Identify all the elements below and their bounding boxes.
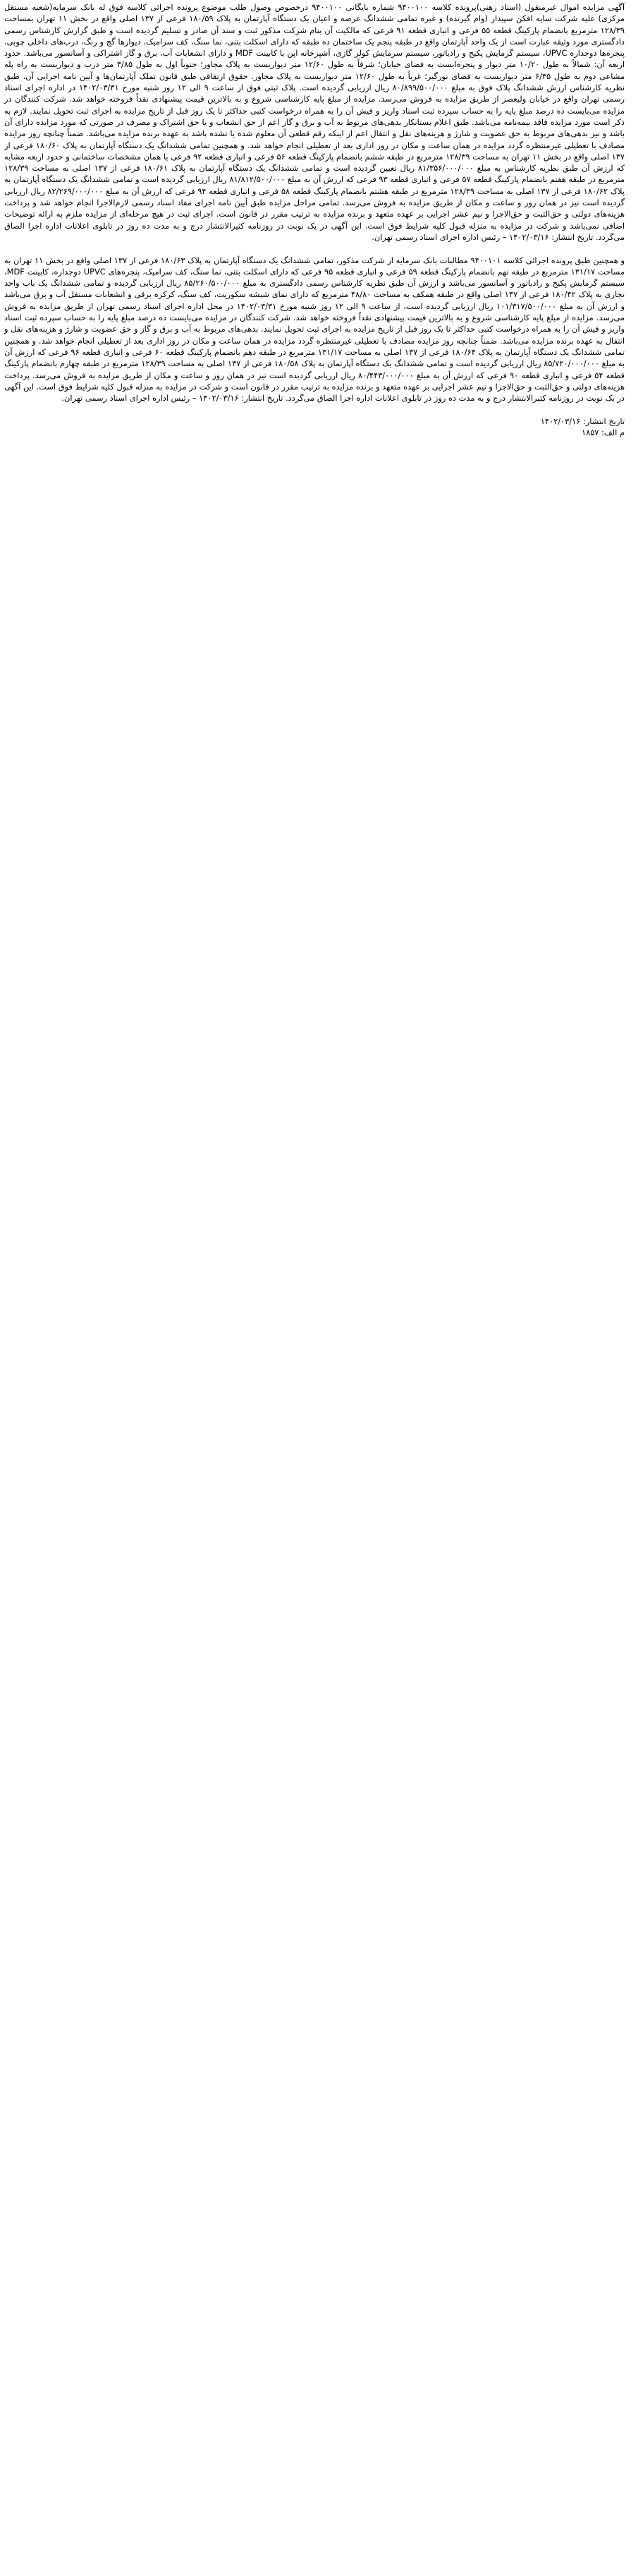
auction-notice-text: آگهی مزایده اموال غیرمنقول (اسناد رهنی)پرونده کلاسه ۹۴۰۰۱۰۰ شماره بایگانی ۹۴۰۰۱۰۰ درخصوص وصول طلب موضوع پرونده اجرائی کلاسه فوق له بانک سرمایه(شعبه مستقل مرکزی) علیه شرکت سایه افکن سپیدار (وام گیرنده) و غیره تمامی ششدانگ عرصه و اعیان یک دستگاه آپارتمان به پلاک ۱۸۰/۵۹ فرعی از ۱۳۷ اصلی واقع در بخش ۱۱ تهران بمساحت ۱۲۸/۳۹ مترمربع بانضمام پارکینگ قطعه ۵۵ فرعی و انباری قطعه ۹۱ فرعی که مالکیت آن بنام شرکت مذکور ثبت و سند آن صادر و تسلیم گردیده است و طبق گزارش کارشناس رسمی دادگستری مورد وثیقه عبارت است از یک واحد آپارتمان واقع در طبقه پنجم یک ساختمان ده طبقه که دارای اسکلت بتنی، نما سنگ، کف سرامیک، دیوارها گچ و رنگ، درب‌های داخلی چوبی، پنجره‌ها دوجداره UPVC، سیستم گرمایش پکیج و رادیاتور، سیستم سرمایش کولر گازی، آشپزخانه اپن با کابینت MDF و دارای انشعابات آب، برق و گاز اشتراکی و آسانسور می‌باشد. حدود اربعه آن: شمالاً به طول ۱۰/۲۰ متر دیوار و پنجره‌ایست به فضای خیابان؛ شرقاً به طول ۱۲/۶۰ متر دیواریست به پلاک مجاور؛ جنوباً اول به طول ۳/۸۵ متر درب و دیواریست به راه پله مشاعی دوم به طول ۶/۳۵ متر دیواریست به فضای نورگیر؛ غرباً به طول ۱۲/۶۰ متر دیواریست به پلاک مجاور. حقوق ارتفاقی طبق قانون تملک آپارتمان‌ها و آیین نامه اجرایی آن. طبق نظریه کارشناس ارزش ششدانگ پلاک فوق به مبلغ ۸۰/۸۹۹/۵۰۰/۰۰۰ ریال ارزیابی گردیده است. پلاک ثبتی فوق از ساعت ۹ الی ۱۲ روز شنبه مورخ ۱۴۰۲/۰۳/۳۱ در اداره اجرای اسناد رسمی تهران واقع در خیابان ولیعصر از طریق مزایده به فروش می‌رسد. مزایده از مبلغ پایه کارشناسی شروع و به بالاترین قیمت پیشنهادی نقداً فروخته خواهد شد. شرکت کنندگان در مزایده می‌بایست ده درصد مبلغ پایه را به حساب سپرده ثبت اسناد واریز و فیش آن را به همراه درخواست کتبی حداکثر تا یک روز قبل از تاریخ مزایده به اجرای ثبت تحویل نمایند. لازم به ذکر است مورد مزایده فاقد بیمه‌نامه می‌باشد. طبق اعلام بستانکار بدهی‌های مربوط به آب و برق و گاز اعم از حق انشعاب و یا حق اشتراک و مصرف در صورتی که مورد مزایده دارای آن باشد و نیز بدهی‌های مربوط به حق عضویت و شارژ و هزینه‌های نقل و انتقال اعم از اینکه رقم قطعی آن معلوم شده یا نشده باشد به عهده برنده مزایده می‌باشد. ضمناً چنانچه روز مزایده مصادف با تعطیلی غیرمنتظره گردد مزایده در همان ساعت و مکان در روز اداری بعد از تعطیلی انجام خواهد شد. و همچنین تمامی ششدانگ یک دستگاه آپارتمان به پلاک ۱۸۰/۶۰ فرعی از ۱۳۷ اصلی واقع در بخش ۱۱ تهران به مساحت ۱۲۸/۳۹ مترمربع در طبقه ششم بانضمام پارکینگ قطعه ۵۶ فرعی و انباری قطعه ۹۲ فرعی با همان مشخصات ساختمانی و حدود اربعه مشابه که ارزش آن طبق نظریه کارشناس به مبلغ ۸۱/۳۵۶/۰۰۰/۰۰۰ ریال تعیین گردیده است و تمامی ششدانگ یک دستگاه آپارتمان به پلاک ۱۸۰/۶۱ فرعی از ۱۳۷ اصلی به مساحت ۱۲۸/۳۹ مترمربع در طبقه هفتم بانضمام پارکینگ قطعه ۵۷ فرعی و انباری قطعه ۹۳ فرعی که ارزش آن به مبلغ ۸۱/۸۱۲/۵۰۰/۰۰۰ ریال ارزیابی گردیده است و تمامی ششدانگ یک دستگاه آپارتمان به پلاک ۱۸۰/۶۲ فرعی از ۱۳۷ اصلی به مساحت ۱۲۸/۳۹ مترمربع در طبقه هشتم بانضمام پارکینگ قطعه ۵۸ فرعی و انباری قطعه ۹۴ فرعی که ارزش آن به مبلغ ۸۲/۲۶۹/۰۰۰/۰۰۰ ریال ارزیابی گردیده است نیز در همان روز و ساعت و مکان از طریق مزایده به فروش می‌رسد. تمامی مراحل مزایده طبق آیین نامه اجرای مفاد اسناد رسمی لازم‌الاجرا انجام خواهد شد و پرداخت هزینه‌های دولتی و حق‌الثبت و حق‌الاجرا و نیم عشر اجرایی بر عهده متعهد و برنده مزایده به ترتیب مقرر در قانون است. اجرای ثبت در هیچ مرحله‌ای از مزایده ملزم به ارائه توضیحات اضافی نمی‌باشد و شرکت در مزایده به منزله قبول کلیه شرایط فوق است. این آگهی در یک نوبت در روزنامه کثیرالانتشار درج و به مدت ده روز در تابلوی اعلانات اداره اجرا الصاق می‌گردد. تاریخ انتشار: ۱۴۰۲/۰۳/۱۶ – رئیس اداره اجرای اسناد رسمی تهران. و همچنین طبق پرونده اجرائی کلاسه ۹۴۰۰۱۰۱ مطالبات بانک سرمایه از شرکت مذکور، تمامی ششدانگ یک دستگاه آپارتمان به پلاک ۱۸۰/۶۳ فرعی از ۱۳۷ اصلی واقع در بخش ۱۱ تهران به مساحت ۱۳۱/۱۷ مترمربع در طبقه نهم بانضمام پارکینگ قطعه ۵۹ فرعی و انباری قطعه ۹۵ فرعی که دارای اسکلت بتنی، نما سنگ، کف سرامیک، پنجره‌های UPVC دوجداره، کابینت MDF، سیستم گرمایش پکیج و رادیاتور و آسانسور می‌باشد و ارزش آن طبق نظریه کارشناس رسمی دادگستری به مبلغ ۸۵/۲۶۰/۵۰۰/۰۰۰ ریال ارزیابی گردیده و تمامی ششدانگ یک باب واحد تجاری به پلاک ۱۸۰/۴۲ فرعی از ۱۳۷ اصلی واقع در طبقه همکف به مساحت ۴۸/۸۰ مترمربع که دارای نمای شیشه سکوریت، کف سنگ، کرکره برقی و انشعابات مستقل آب و برق می‌باشد و ارزش آن به مبلغ ۱۰۱/۳۱۷/۵۰۰/۰۰۰ ریال ارزیابی گردیده است، از ساعت ۹ الی ۱۲ روز شنبه مورخ ۱۴۰۲/۰۳/۳۱ در محل اداره اجرای اسناد رسمی تهران از طریق مزایده به فروش می‌رسد. مزایده از مبلغ پایه کارشناسی شروع و به بالاترین قیمت پیشنهادی نقداً فروخته خواهد شد. شرکت کنندگان در مزایده می‌بایست ده درصد مبلغ پایه را به حساب سپرده ثبت اسناد واریز و فیش آن را به همراه درخواست کتبی حداکثر تا یک روز قبل از تاریخ مزایده به اجرای ثبت تحویل نمایند. بدهی‌های مربوط به آب و برق و گاز و حق عضویت و شارژ و هزینه‌های نقل و انتقال به عهده برنده مزایده می‌باشد. ضمناً چنانچه روز مزایده مصادف با تعطیلی غیرمنتظره گردد مزایده در همان ساعت و مکان در روز اداری بعد از تعطیلی انجام خواهد شد. و همچنین تمامی ششدانگ یک دستگاه آپارتمان به پلاک ۱۸۰/۶۴ فرعی از ۱۳۷ اصلی به مساحت ۱۳۱/۱۷ مترمربع در طبقه دهم بانضمام پارکینگ قطعه ۶۰ فرعی و انباری قطعه ۹۶ فرعی که ارزش آن به مبلغ ۸۵/۷۲۰/۰۰۰/۰۰۰ ریال ارزیابی گردیده است و تمامی ششدانگ یک دستگاه آپارتمان به پلاک ۱۸۰/۵۸ فرعی از ۱۳۷ اصلی به مساحت ۱۲۸/۳۹ مترمربع در طبقه چهارم بانضمام پارکینگ قطعه ۵۴ فرعی و انباری قطعه ۹۰ فرعی که ارزش آن به مبلغ ۸۰/۴۴۳/۰۰۰/۰۰۰ ریال ارزیابی گردیده است نیز در همان روز و ساعت و مکان از طریق مزایده به فروش می‌رسد. پرداخت هزینه‌های دولتی و حق‌الثبت و حق‌الاجرا و نیم عشر اجرایی بر عهده متعهد و برنده مزایده به ترتیب مقرر در قانون است و شرکت در مزایده به منزله قبول کلیه شرایط فوق است. این آگهی در یک نوبت در روزنامه کثیرالانتشار درج و به مدت ده روز در تابلوی اعلانات اداره اجرا الصاق می‌گردد. تاریخ انتشار: ۱۴۰۲/۰۳/۱۶ – رئیس اداره اجرای اسناد رسمی تهران. تاریخ انتشار: ۱۴۰۲/۰۳/۱۶ م الف: ۱۸۵۷: [4, 2, 625, 437]
